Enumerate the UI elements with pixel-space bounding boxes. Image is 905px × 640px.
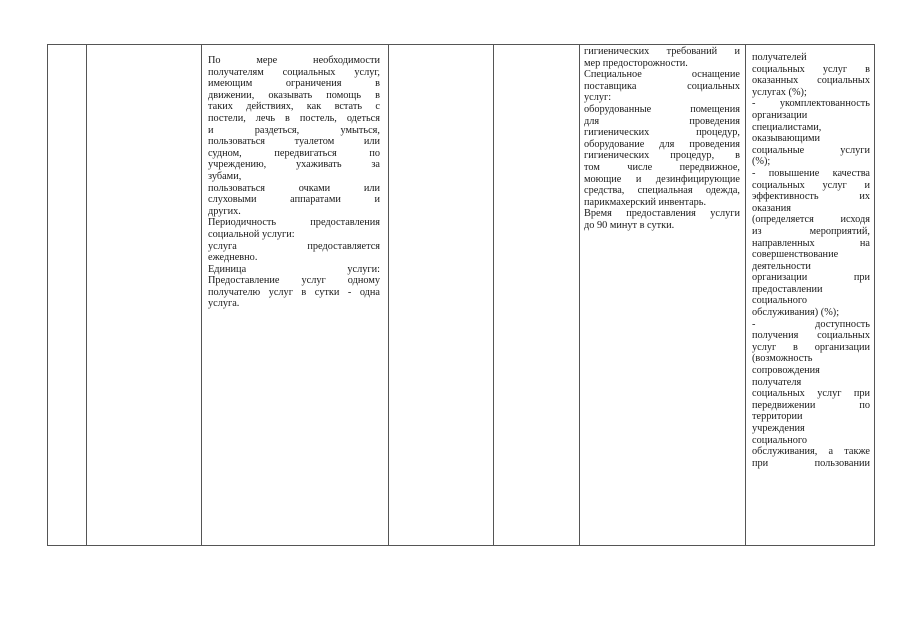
text-line: услуга. <box>208 298 240 310</box>
text-line: моющие и дезинфицирующие <box>584 173 740 185</box>
text-line: судном, передвигаться по <box>208 147 380 159</box>
text-line: эффективность их <box>752 191 870 203</box>
text-line: получателя <box>752 376 802 388</box>
text-line: парикмахерский инвентарь. <box>584 196 707 208</box>
column-divider <box>745 44 746 546</box>
text-line: и раздеться, умыться, <box>208 124 380 136</box>
text-line: до 90 минут в сутки. <box>584 219 675 231</box>
text-line: услуга предоставляется <box>208 240 380 252</box>
text-line: постели, лечь в постель, одеться <box>208 112 380 124</box>
text-line: организации при <box>752 272 870 284</box>
text-line: социального <box>752 434 808 446</box>
text-line: - укомплектованность <box>752 98 870 110</box>
text-line: имеющим ограничения в <box>208 78 380 90</box>
text-line: гигиенических процедур, <box>584 127 740 139</box>
text-line: социальные услуги <box>752 144 870 156</box>
text-line: пользоваться очками или <box>208 182 380 194</box>
text-line: слуховыми аппаратами и <box>208 194 380 206</box>
text-line: средства, специальная одежда, <box>584 185 740 197</box>
text-line: таких действиях, как встать с <box>208 101 380 113</box>
text-line: Предоставление услуг одному <box>208 275 380 287</box>
text-line: - повышение качества <box>752 167 870 179</box>
text-line: социальных услуг и <box>752 179 870 191</box>
text-line: предоставлении <box>752 283 823 295</box>
text-line: специалистами, <box>752 121 822 133</box>
column-divider <box>388 44 389 546</box>
text-line: том числе передвижное, <box>584 161 740 173</box>
text-line: Единица услуги: <box>208 263 380 275</box>
text-line: - доступность <box>752 318 870 330</box>
text-line: получателю услуг в сутки - одна <box>208 286 380 298</box>
text-line: ежедневно. <box>208 252 258 264</box>
text-line: мер предосторожности. <box>584 57 688 69</box>
text-line: обслуживания) (%); <box>752 307 840 319</box>
text-line: других. <box>208 205 241 217</box>
text-line: учреждения <box>752 423 805 434</box>
text-line: организации <box>752 109 808 121</box>
text-line: гигиенических требований и <box>584 46 740 57</box>
text-line: получения социальных <box>752 330 870 342</box>
text-line: социальных услуг при <box>752 388 870 400</box>
text-line: территории <box>752 411 803 423</box>
column-divider <box>493 44 494 546</box>
text-line: оборудование для проведения <box>584 138 740 150</box>
text-line: услуг: <box>584 92 612 104</box>
quality-indicators-cell <box>752 52 870 469</box>
text-line: Периодичность предоставления <box>208 217 380 229</box>
text-line: совершенствование <box>752 249 839 261</box>
service-standard-table <box>47 44 875 546</box>
text-line: сопровождения <box>752 365 820 377</box>
text-line: оказывающими <box>752 133 821 145</box>
text-line: учреждению, ухаживать за <box>208 159 380 171</box>
text-line: услуг в организации <box>752 341 870 353</box>
text-line: гигиенических процедур, в <box>584 150 740 162</box>
service-description-cell <box>208 55 380 310</box>
text-line: услугах (%); <box>752 86 807 98</box>
text-line: (определяется исходя <box>752 214 870 226</box>
text-line: движении, оказывать помощь в <box>208 89 380 101</box>
text-line: социального <box>752 295 808 307</box>
text-line: Специальное оснащение <box>584 69 740 81</box>
text-line: (%); <box>752 156 771 168</box>
text-line: для проведения <box>584 115 740 127</box>
text-line: деятельности <box>752 260 811 272</box>
text-line: По мере необходимости <box>208 55 380 66</box>
text-line: передвижении по <box>752 399 870 411</box>
text-line: социальной услуги: <box>208 228 295 240</box>
service-conditions-cell <box>584 46 740 232</box>
text-line: Время предоставления услуги <box>584 208 740 220</box>
text-line: социальных услуг в <box>752 63 870 75</box>
text-line: при пользовании <box>752 457 870 469</box>
text-line: получателям социальных услуг, <box>208 66 380 78</box>
text-line: (возможность <box>752 353 813 365</box>
text-line: оказанных социальных <box>752 75 870 87</box>
column-divider <box>201 44 202 546</box>
text-line: получателей <box>752 52 807 63</box>
text-line: оборудованные помещения <box>584 103 740 115</box>
column-divider <box>579 44 580 546</box>
text-line: оказания <box>752 202 791 214</box>
column-divider <box>86 44 87 546</box>
text-line: направленных на <box>752 237 870 249</box>
text-line: зубами, <box>208 170 242 182</box>
text-line: обслуживания, а также <box>752 446 870 458</box>
text-line: поставщика социальных <box>584 80 740 92</box>
text-line: пользоваться туалетом или <box>208 136 380 148</box>
text-line: из мероприятий, <box>752 225 870 237</box>
